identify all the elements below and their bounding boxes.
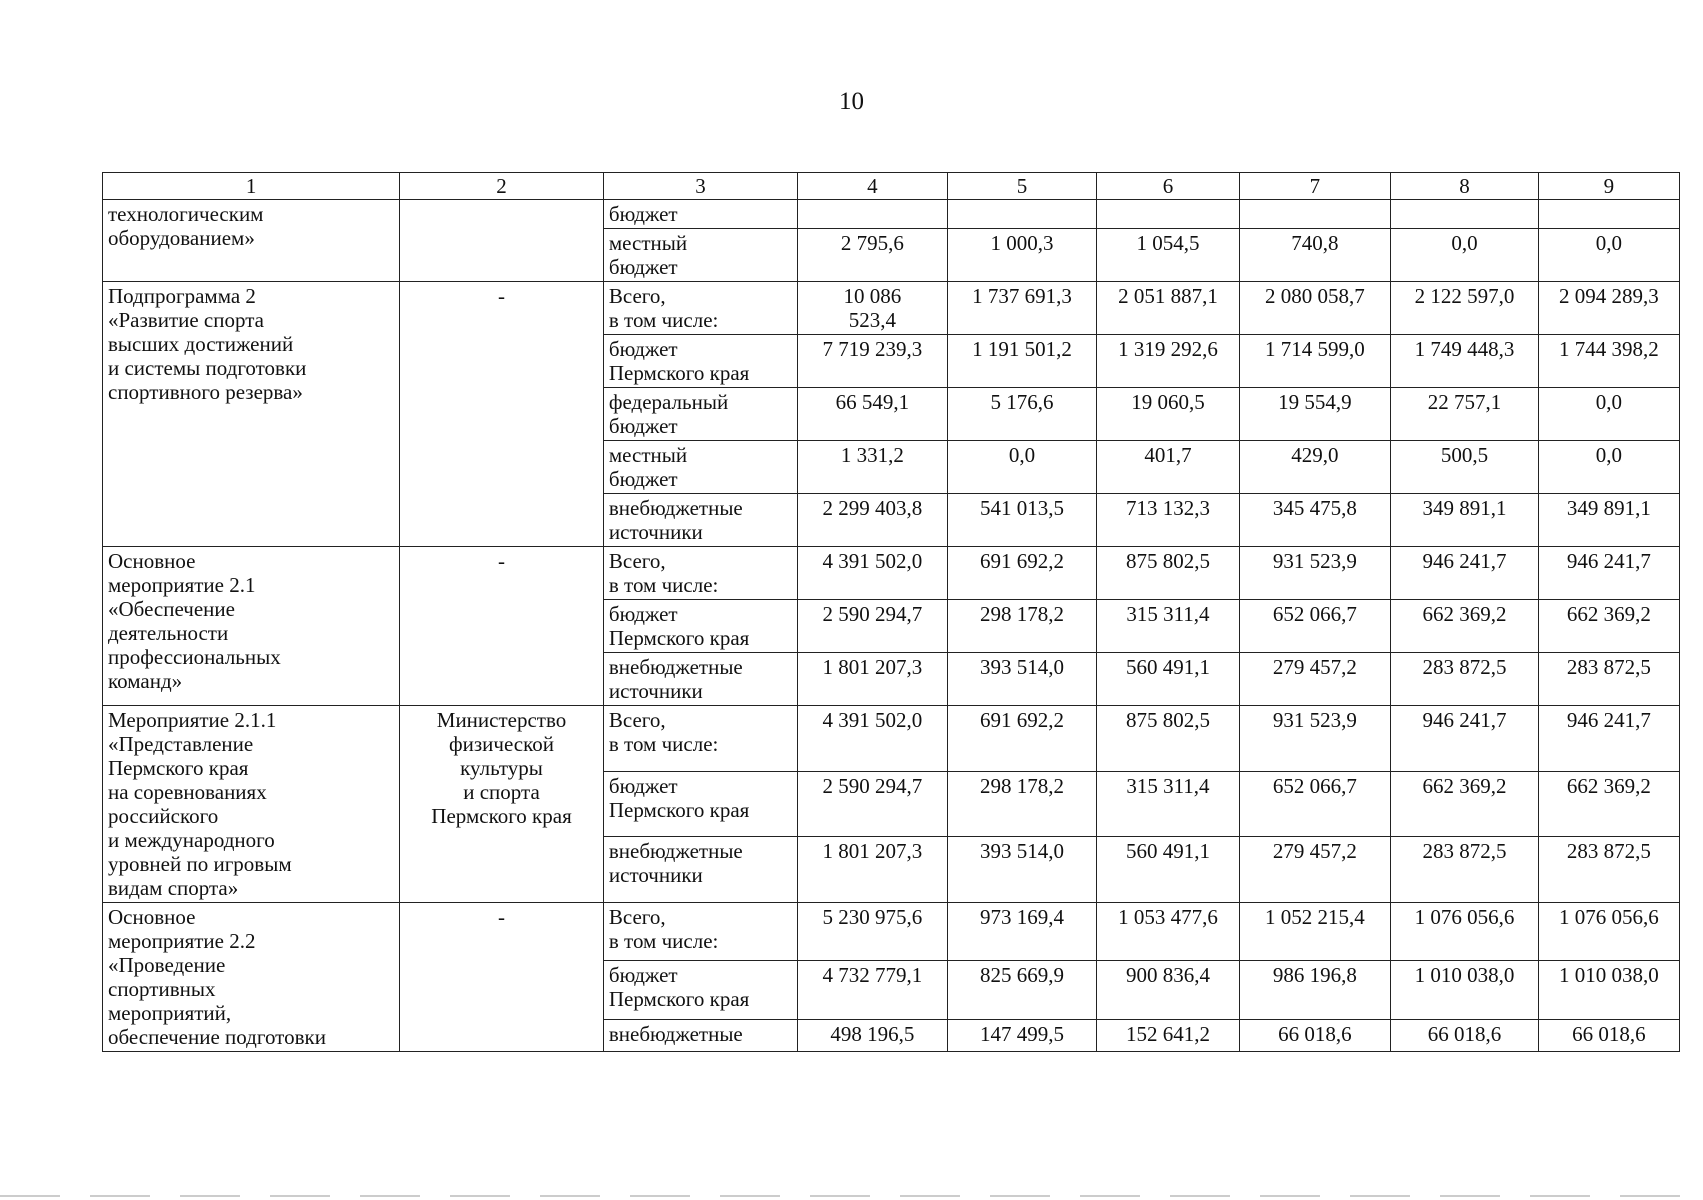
funding-source-cell (603, 653, 797, 706)
amount-cell: 946 241,7 (1391, 706, 1539, 772)
amount-cell: 986 196,8 (1239, 961, 1391, 1019)
funding-source-cell (603, 494, 797, 547)
amount-cell: 740,8 (1239, 229, 1391, 282)
amount-cell: 1 052 215,4 (1239, 903, 1391, 961)
funding-source: Всего, в том числе: (608, 905, 719, 953)
table-row (103, 547, 1680, 600)
amount-cell: 0,0 (1391, 229, 1539, 282)
funding-source: внебюджетные (608, 1021, 743, 1046)
table-row (103, 706, 1680, 772)
table-row (103, 282, 1680, 335)
amount-cell: 691 692,2 (947, 706, 1097, 772)
funding-source-cell (603, 388, 797, 441)
amount-cell: 2 122 597,0 (1391, 282, 1539, 335)
executor-name: - (498, 905, 506, 929)
executor-name: Министерство физической культуры и спорта Пермского края (431, 708, 572, 828)
amount-cell: 875 802,5 (1097, 706, 1239, 772)
program-name-cell (103, 200, 400, 282)
amount-cell: 1 331,2 (798, 441, 948, 494)
funding-source: внебюджетные источники (608, 655, 743, 703)
funding-source: внебюджетные источники (608, 839, 743, 888)
executor-cell (400, 547, 604, 706)
executor-name: - (498, 549, 506, 573)
amount-cell: 2 590 294,7 (798, 600, 948, 653)
program-name-cell (103, 706, 400, 903)
amount-cell: 1 054,5 (1097, 229, 1239, 282)
amount-cell: 946 241,7 (1538, 706, 1679, 772)
amount-cell: 973 169,4 (947, 903, 1097, 961)
amount-cell: 1 053 477,6 (1097, 903, 1239, 961)
program-name: Основное мероприятие 2.2 «Проведение спортивных мероприятий, обеспечение подготовки (108, 905, 326, 1049)
amount-cell: 1 737 691,3 (947, 282, 1097, 335)
amount-cell: 560 491,1 (1097, 653, 1239, 706)
column-header: 6 (1097, 173, 1239, 200)
funding-source-cell (603, 229, 797, 282)
funding-source: Всего, в том числе: (608, 708, 719, 756)
funding-source: бюджет (608, 202, 678, 226)
amount-cell: 279 457,2 (1239, 837, 1391, 903)
amount-cell (1097, 200, 1239, 229)
page-number: 10 (839, 88, 864, 115)
amount-cell: 875 802,5 (1097, 547, 1239, 600)
amount-cell: 1 801 207,3 (798, 837, 948, 903)
amount-cell: 946 241,7 (1538, 547, 1679, 600)
amount-cell: 66 018,6 (1538, 1019, 1679, 1051)
amount-cell (1538, 200, 1679, 229)
column-header: 7 (1239, 173, 1391, 200)
amount-cell: 2 094 289,3 (1538, 282, 1679, 335)
funding-source-cell (603, 837, 797, 903)
funding-source-cell (603, 961, 797, 1019)
amount-cell (798, 200, 948, 229)
amount-cell: 315 311,4 (1097, 771, 1239, 837)
amount-cell: 2 795,6 (798, 229, 948, 282)
amount-cell: 283 872,5 (1538, 837, 1679, 903)
amount-cell: 662 369,2 (1391, 771, 1539, 837)
funding-source: бюджет Пермского края (608, 602, 750, 650)
funding-source-cell (603, 547, 797, 600)
amount-cell: 2 299 403,8 (798, 494, 948, 547)
column-header: 2 (400, 173, 604, 200)
amount-cell: 66 018,6 (1391, 1019, 1539, 1051)
amount-cell: 298 178,2 (947, 771, 1097, 837)
funding-source: бюджет Пермского края (608, 963, 750, 1012)
amount-cell: 66 549,1 (798, 388, 948, 441)
amount-cell: 652 066,7 (1239, 600, 1391, 653)
amount-cell (1391, 200, 1539, 229)
amount-cell: 4 391 502,0 (798, 547, 948, 600)
column-header: 3 (603, 173, 797, 200)
funding-source: местный бюджет (608, 231, 688, 279)
amount-cell: 0,0 (1538, 441, 1679, 494)
amount-cell: 0,0 (1538, 388, 1679, 441)
funding-source-cell (603, 441, 797, 494)
amount-cell: 401,7 (1097, 441, 1239, 494)
column-header: 4 (798, 173, 948, 200)
amount-cell: 279 457,2 (1239, 653, 1391, 706)
amount-cell: 19 554,9 (1239, 388, 1391, 441)
funding-source: бюджет Пермского края (608, 337, 750, 385)
amount-cell: 4 732 779,1 (798, 961, 948, 1019)
column-header: 9 (1538, 173, 1679, 200)
amount-cell: 946 241,7 (1391, 547, 1539, 600)
amount-cell: 283 872,5 (1391, 653, 1539, 706)
amount-cell: 349 891,1 (1538, 494, 1679, 547)
executor-cell (400, 282, 604, 547)
amount-cell: 5 230 975,6 (798, 903, 948, 961)
program-name-cell (103, 903, 400, 1052)
amount-cell: 4 391 502,0 (798, 706, 948, 772)
executor-name: - (498, 284, 506, 308)
funding-source-cell (603, 600, 797, 653)
funding-source: внебюджетные источники (608, 496, 743, 544)
amount-cell: 315 311,4 (1097, 600, 1239, 653)
amount-cell (947, 200, 1097, 229)
amount-cell: 429,0 (1239, 441, 1391, 494)
amount-cell (1239, 200, 1391, 229)
amount-cell: 298 178,2 (947, 600, 1097, 653)
amount-cell: 2 080 058,7 (1239, 282, 1391, 335)
amount-cell: 500,5 (1391, 441, 1539, 494)
program-name: Мероприятие 2.1.1 «Представление Пермского края на соревнованиях российского и международного уровней по игровым видам спорта» (108, 708, 292, 900)
funding-source: федеральный бюджет (608, 390, 729, 438)
amount-cell: 1 076 056,6 (1538, 903, 1679, 961)
amount-cell: 345 475,8 (1239, 494, 1391, 547)
amount-cell: 662 369,2 (1538, 600, 1679, 653)
amount-cell: 713 132,3 (1097, 494, 1239, 547)
amount-cell: 393 514,0 (947, 837, 1097, 903)
program-name-cell (103, 282, 400, 547)
program-name: Основное мероприятие 2.1 «Обеспечение деятельности профессиональных команд» (108, 549, 281, 693)
program-name: Подпрограмма 2 «Развитие спорта высших достижений и системы подготовки спортивного резерва» (108, 284, 307, 404)
funding-source-cell (603, 706, 797, 772)
amount-cell: 825 669,9 (947, 961, 1097, 1019)
amount-cell: 349 891,1 (1391, 494, 1539, 547)
amount-cell: 393 514,0 (947, 653, 1097, 706)
funding-source: Всего, в том числе: (608, 284, 719, 332)
amount-cell: 1 010 038,0 (1391, 961, 1539, 1019)
amount-cell: 147 499,5 (947, 1019, 1097, 1051)
amount-cell: 19 060,5 (1097, 388, 1239, 441)
amount-cell: 1 714 599,0 (1239, 335, 1391, 388)
executor-cell (400, 903, 604, 1052)
funding-source-cell (603, 1019, 797, 1051)
table-row (103, 200, 1680, 229)
amount-cell: 10 086 523,4 (798, 282, 948, 335)
amount-cell: 652 066,7 (1239, 771, 1391, 837)
table-row (103, 903, 1680, 961)
executor-cell (400, 200, 604, 282)
funding-source-cell (603, 282, 797, 335)
amount-cell: 541 013,5 (947, 494, 1097, 547)
funding-source: Всего, в том числе: (608, 549, 719, 597)
funding-source: местный бюджет (608, 443, 688, 491)
amount-cell: 66 018,6 (1239, 1019, 1391, 1051)
amount-cell: 2 051 887,1 (1097, 282, 1239, 335)
amount-cell: 1 191 501,2 (947, 335, 1097, 388)
funding-source-cell (603, 903, 797, 961)
amount-cell: 0,0 (947, 441, 1097, 494)
budget-table (102, 172, 1680, 1052)
amount-cell: 1 000,3 (947, 229, 1097, 282)
funding-source-cell (603, 200, 797, 229)
amount-cell: 498 196,5 (798, 1019, 948, 1051)
amount-cell: 1 076 056,6 (1391, 903, 1539, 961)
amount-cell: 931 523,9 (1239, 547, 1391, 600)
column-header: 8 (1391, 173, 1539, 200)
scan-edge-artifact (0, 1195, 1703, 1197)
funding-source-cell (603, 771, 797, 837)
column-header: 5 (947, 173, 1097, 200)
amount-cell: 1 801 207,3 (798, 653, 948, 706)
column-header: 1 (103, 173, 400, 200)
executor-cell (400, 706, 604, 903)
program-name-cell (103, 547, 400, 706)
amount-cell: 662 369,2 (1538, 771, 1679, 837)
amount-cell: 1 744 398,2 (1538, 335, 1679, 388)
header-row (103, 173, 1680, 200)
amount-cell: 152 641,2 (1097, 1019, 1239, 1051)
amount-cell: 0,0 (1538, 229, 1679, 282)
funding-source: бюджет Пермского края (608, 773, 750, 822)
amount-cell: 560 491,1 (1097, 837, 1239, 903)
amount-cell: 1 319 292,6 (1097, 335, 1239, 388)
table-body (103, 200, 1680, 1052)
program-name: технологическим оборудованием» (108, 202, 264, 250)
amount-cell: 283 872,5 (1538, 653, 1679, 706)
amount-cell: 2 590 294,7 (798, 771, 948, 837)
amount-cell: 22 757,1 (1391, 388, 1539, 441)
amount-cell: 662 369,2 (1391, 600, 1539, 653)
amount-cell: 7 719 239,3 (798, 335, 948, 388)
amount-cell: 900 836,4 (1097, 961, 1239, 1019)
amount-cell: 283 872,5 (1391, 837, 1539, 903)
amount-cell: 931 523,9 (1239, 706, 1391, 772)
amount-cell: 1 010 038,0 (1538, 961, 1679, 1019)
amount-cell: 5 176,6 (947, 388, 1097, 441)
funding-source-cell (603, 335, 797, 388)
amount-cell: 691 692,2 (947, 547, 1097, 600)
amount-cell: 1 749 448,3 (1391, 335, 1539, 388)
